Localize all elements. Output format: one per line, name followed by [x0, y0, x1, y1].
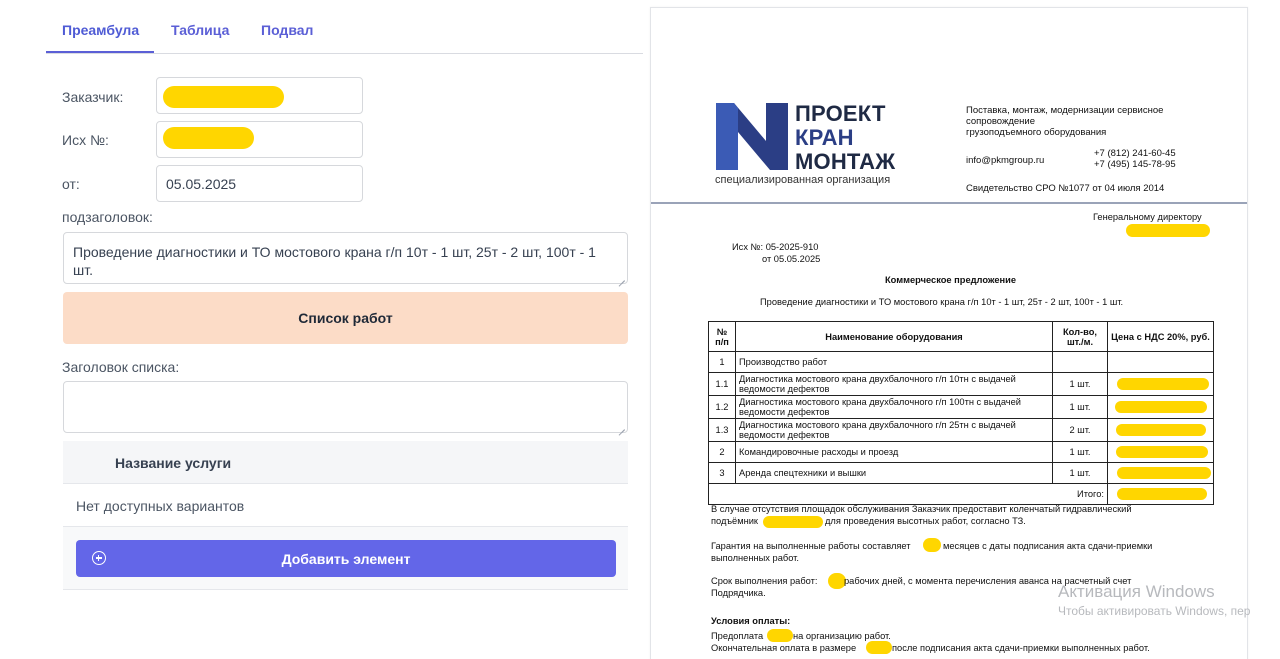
add-element-button[interactable]: [76, 540, 616, 577]
company-email: info@pkmgroup.ru: [966, 155, 1045, 166]
note-warranty-rest: месяцев с даты подписания акта сдачи-приемки: [943, 541, 1153, 551]
list-title-textarea[interactable]: [63, 381, 628, 433]
table-header-row: [709, 322, 1214, 352]
table-cell: [1108, 396, 1214, 419]
date-input[interactable]: 05.05.2025: [156, 165, 363, 202]
empty-list-text: Нет доступных вариантов: [76, 498, 245, 514]
redaction-mark: [1116, 446, 1208, 458]
table-row: [709, 373, 1214, 396]
table-cell: [1108, 463, 1214, 484]
table-header: Цена с НДС 20%, руб.: [1108, 322, 1214, 352]
service-name-column-header: Название услуги: [115, 455, 232, 471]
offer-table: [708, 321, 1214, 505]
note-lift-purpose: для проведения высотных работ, согласно ТЗ.: [825, 516, 1026, 526]
table-row: [709, 442, 1214, 463]
subtitle-label: подзаголовок:: [62, 209, 153, 225]
redaction-mark: [1117, 467, 1211, 479]
list-title-label: Заголовок списка:: [62, 359, 180, 375]
table-cell: Диагностика мостового крана двухбалочного г/п 25тн с выдачей ведомости дефектов: [736, 419, 1053, 442]
header-divider: [651, 202, 1248, 204]
note-lift-label: подъёмник: [711, 516, 758, 526]
redaction-mark: [1126, 224, 1210, 237]
table-row: [709, 396, 1214, 419]
table-cell: [1108, 373, 1214, 396]
table-cell: 1 шт.: [1053, 442, 1108, 463]
redaction-mark: [866, 641, 892, 654]
logo-text-mount: МОНТАЖ: [795, 149, 896, 174]
table-total-row: [709, 484, 1214, 505]
tab-table[interactable]: Таблица: [171, 22, 230, 38]
table-cell: [1108, 442, 1214, 463]
table-cell: Производство работ: [736, 352, 1053, 373]
table-header: № п/п: [709, 322, 736, 352]
redaction-mark: [767, 629, 793, 642]
table-header: Кол-во, шт./м.: [1053, 322, 1108, 352]
note-warranty: Гарантия на выполненные работы составляет: [711, 541, 911, 551]
payment-final: Окончательная оплата в размере: [711, 643, 857, 653]
table-row: [709, 352, 1214, 373]
document-subtitle: Проведение диагностики и ТО мостового крана г/п 10т - 1 шт, 25т - 2 шт, 100т - 1 шт.: [760, 297, 1124, 307]
note-deadline: Срок выполнения работ:: [711, 576, 818, 586]
payment-title: Условия оплаты:: [711, 616, 791, 626]
total-label: Итого:: [709, 484, 1108, 505]
redaction-mark: [1117, 488, 1207, 500]
tab-preamble[interactable]: Преамбула: [62, 22, 140, 38]
note-deadline-end: Подрядчика.: [711, 588, 766, 598]
services-list: [63, 441, 628, 590]
redaction-mark: [1116, 424, 1206, 436]
table-cell: [1108, 484, 1214, 505]
windows-activation-title: Активация Windows: [1058, 582, 1215, 601]
logo-text-crane: КРАН: [795, 125, 854, 150]
addressee: Генеральному директору: [1093, 212, 1202, 222]
table-cell: 1 шт.: [1053, 396, 1108, 419]
outgoing-number: Исх №: 05-2025-910: [732, 242, 819, 252]
table-cell: [1108, 419, 1214, 442]
subtitle-text: Проведение диагностики и ТО мостового крана г/п 10т - 1 шт, 25т - 2 шт, 100т - 1 шт.: [73, 244, 596, 279]
resize-handle-icon[interactable]: [617, 273, 625, 281]
note-service-platform: В случае отсутствия площадок обслуживания Заказчик предоставит коленчатый гидравлический: [711, 504, 1132, 514]
logo-subtitle: специализированная организация: [715, 174, 891, 186]
works-list-button[interactable]: Список работ: [63, 292, 628, 344]
company-description-line: и сервисное сопровождение: [966, 105, 1164, 127]
outgoing-date: от 05.05.2025: [762, 254, 821, 264]
table-cell: [1108, 352, 1214, 373]
redaction-mark: [1115, 401, 1207, 413]
payment-final-rest: после подписания акта сдачи-приемки выполненных работ.: [892, 643, 1150, 653]
table-cell: 1 шт.: [1053, 463, 1108, 484]
subtitle-textarea[interactable]: [63, 232, 628, 284]
active-tab-indicator: [46, 51, 154, 53]
redaction-mark: [923, 538, 941, 552]
customer-input[interactable]: [156, 77, 363, 114]
payment-prepay-rest: на организацию работ.: [793, 631, 891, 641]
redaction-mark: [163, 127, 254, 149]
note-warranty-end: выполненных работ.: [711, 553, 799, 563]
add-element-label: Добавить элемент: [281, 550, 411, 567]
logo-text-project: ПРОЕКТ: [795, 101, 886, 126]
redaction-mark: [163, 86, 284, 108]
tab-bar: [46, 0, 643, 54]
company-description: [966, 105, 1196, 138]
table-cell: 1.1: [709, 373, 736, 396]
company-description-line: Поставка, монтаж, модернизаци: [966, 105, 1110, 116]
plus-circle-icon: [92, 551, 106, 565]
table-cell: 2 шт.: [1053, 419, 1108, 442]
table-cell: Диагностика мостового крана двухбалочного г/п 100тн с выдачей ведомости дефектов: [736, 396, 1053, 419]
company-logo-icon: [716, 103, 788, 170]
company-description-line: грузоподъемного оборудования: [966, 127, 1107, 138]
empty-list-row: [63, 484, 628, 527]
redaction-mark: [1117, 378, 1209, 390]
resize-handle-icon[interactable]: [617, 422, 625, 430]
table-cell: 1 шт.: [1053, 373, 1108, 396]
table-cell: Диагностика мостового крана двухбалочного г/п 10тн с выдачей ведомости дефектов: [736, 373, 1053, 396]
redaction-mark: [763, 516, 823, 528]
table-row: [709, 419, 1214, 442]
outgoing-number-input[interactable]: [156, 121, 363, 158]
payment-prepay: Предоплата: [711, 631, 764, 641]
table-cell: 1.2: [709, 396, 736, 419]
note-deadline-rest: рабочих дней, с момента перечисления аванса на расчетный счет: [844, 576, 1132, 586]
form-panel: [46, 0, 643, 659]
document-title: Коммерческое предложение: [885, 275, 1017, 285]
date-label: от:: [62, 176, 80, 192]
table-cell: Аренда спецтехники и вышки: [736, 463, 1053, 484]
tab-footer[interactable]: Подвал: [261, 22, 314, 38]
company-phone-1: +7 (812) 241-60-45: [1094, 148, 1176, 159]
document-preview: [650, 7, 1251, 659]
table-cell: 1: [709, 352, 736, 373]
customer-label: Заказчик:: [62, 89, 124, 105]
company-phone-2: +7 (495) 145-78-95: [1094, 159, 1176, 170]
table-header: Наименование оборудования: [736, 322, 1053, 352]
table-cell: Командировочные расходы и проезд: [736, 442, 1053, 463]
outgoing-number-label: Исх №:: [62, 132, 109, 148]
table-cell: 2: [709, 442, 736, 463]
table-row: [709, 463, 1214, 484]
table-cell: 1.3: [709, 419, 736, 442]
table-cell: [1053, 352, 1108, 373]
sro-certificate: Свидетельство СРО №1077 от 04 июля 2014: [966, 183, 1165, 194]
services-list-header: [63, 441, 628, 484]
windows-activation-text: Чтобы активировать Windows, пер: [1058, 604, 1251, 618]
table-cell: 3: [709, 463, 736, 484]
